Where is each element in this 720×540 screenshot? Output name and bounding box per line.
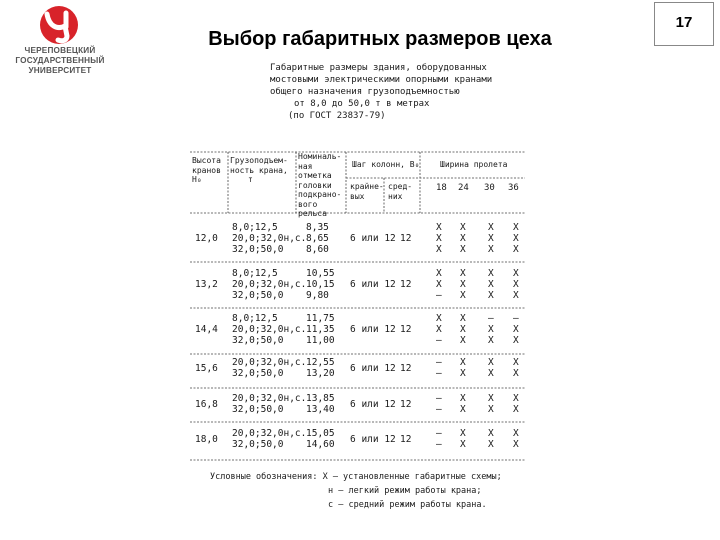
- row-capacity: 32,0;50,0: [232, 404, 284, 415]
- span-mark: X: [513, 222, 519, 233]
- span-mark: X: [488, 268, 494, 279]
- span-mark: X: [513, 290, 519, 301]
- span-mark: X: [488, 244, 494, 255]
- legend: Условные обозначения: X — установленные габаритные схемы; н — легкий режим работы крана; с — средний режим работы крана.: [210, 472, 502, 510]
- row-capacity: 8,0;12,5: [232, 222, 278, 233]
- row-column-step-middle: 12: [400, 362, 412, 374]
- row-column-step-middle: 12: [400, 233, 412, 244]
- span-mark: —: [436, 428, 442, 439]
- span-mark: X: [488, 279, 494, 290]
- row-column-step: 6 или 12: [350, 324, 396, 335]
- row-rail-level: 14,60: [306, 439, 335, 450]
- caption-line: мостовыми электрическими опорными кранами: [270, 75, 493, 85]
- span-mark: X: [488, 335, 494, 346]
- row-rail-level: 8,60: [306, 244, 329, 255]
- row-capacity: 20,0;32,0н,с.: [232, 324, 307, 335]
- row-capacity: 20,0;32,0н,с.: [232, 233, 307, 244]
- span-mark: X: [513, 393, 519, 404]
- span-mark: X: [488, 222, 494, 233]
- span-mark: —: [488, 313, 494, 324]
- span-mark: X: [460, 357, 466, 368]
- span-mark: —: [436, 404, 442, 415]
- span-mark: X: [513, 268, 519, 279]
- row-capacity: 32,0;50,0: [232, 439, 284, 450]
- span-mark: X: [436, 244, 442, 255]
- row-rail-level: 8,65: [306, 233, 329, 244]
- row-rail-level: 13,85: [306, 393, 335, 404]
- header-capacity: Грузоподъем- ность крана, т: [230, 156, 288, 184]
- span-mark: —: [436, 357, 442, 368]
- row-capacity: 20,0;32,0н,с.: [232, 393, 307, 404]
- row-column-step-middle: 12: [400, 324, 412, 335]
- span-mark: X: [460, 313, 466, 324]
- row-rail-level: 13,40: [306, 404, 335, 415]
- span-mark: X: [513, 233, 519, 244]
- row-capacity: 32,0;50,0: [232, 290, 284, 301]
- span-mark: X: [460, 279, 466, 290]
- row-rail-level: 11,75: [306, 313, 335, 324]
- span-mark: X: [488, 404, 494, 415]
- span-mark: X: [488, 393, 494, 404]
- row-rail-level: 13,20: [306, 368, 335, 379]
- row-capacity: 20,0;32,0н,с.: [232, 428, 307, 439]
- caption-line: от 8,0 до 50,0 т в метрах: [294, 99, 430, 109]
- row-column-step-middle: 12: [400, 433, 412, 445]
- row-capacity: 32,0;50,0: [232, 244, 284, 255]
- span-mark: X: [460, 439, 466, 450]
- page-number: 17: [654, 2, 714, 46]
- span-mark: X: [513, 335, 519, 346]
- logo-line: УНИВЕРСИТЕТ: [28, 66, 92, 75]
- span-mark: X: [488, 357, 494, 368]
- row-column-step: 6 или 12: [350, 233, 396, 244]
- row-rail-level: 11,35: [306, 324, 335, 335]
- row-height: 13,2: [195, 279, 218, 290]
- row-rail-level: 8,35: [306, 222, 329, 233]
- row-capacity: 32,0;50,0: [232, 368, 284, 379]
- span-mark: X: [436, 279, 442, 290]
- span-mark: X: [488, 233, 494, 244]
- row-capacity: 20,0;32,0н,с.: [232, 357, 307, 368]
- row-column-step: 6 или 12: [350, 279, 396, 290]
- row-column-step-middle: 12: [400, 279, 412, 290]
- header-span-18: 18: [436, 183, 447, 193]
- row-capacity: 8,0;12,5: [232, 313, 278, 324]
- span-mark: —: [436, 335, 442, 346]
- span-mark: X: [460, 368, 466, 379]
- logo-line: ГОСУДАРСТВЕННЫЙ: [15, 56, 105, 65]
- row-rail-level: 9,80: [306, 290, 329, 301]
- row-capacity: 8,0;12,5: [232, 268, 278, 279]
- span-mark: X: [488, 428, 494, 439]
- span-mark: X: [513, 428, 519, 439]
- span-mark: X: [513, 439, 519, 450]
- span-mark: X: [436, 313, 442, 324]
- row-rail-level: 10,55: [306, 268, 335, 279]
- row-rail-level: 10,15: [306, 279, 335, 290]
- row-height: 16,8: [195, 398, 218, 410]
- logo-line: ЧЕРЕПОВЕЦКИЙ: [24, 46, 96, 55]
- span-mark: X: [488, 324, 494, 335]
- row-column-step: 6 или 12: [350, 398, 396, 410]
- row-column-step: 6 или 12: [350, 362, 396, 374]
- span-mark: X: [460, 404, 466, 415]
- header-step-edge: крайне- вых: [350, 182, 384, 201]
- span-mark: X: [488, 368, 494, 379]
- caption-line: (по ГОСТ 23837-79): [288, 111, 386, 121]
- span-mark: X: [513, 404, 519, 415]
- row-height: 12,0: [195, 233, 218, 244]
- span-mark: X: [488, 439, 494, 450]
- span-mark: X: [488, 290, 494, 301]
- span-mark: X: [513, 324, 519, 335]
- span-mark: X: [460, 290, 466, 301]
- header-span-width: Ширина пролета: [440, 160, 508, 169]
- span-mark: X: [513, 357, 519, 368]
- header-span-36: 36: [508, 183, 519, 193]
- row-height: 15,6: [195, 362, 218, 374]
- span-mark: —: [436, 439, 442, 450]
- row-height: 18,0: [195, 433, 218, 445]
- header-height: Высота кранов Н₀: [192, 156, 221, 184]
- span-mark: X: [460, 233, 466, 244]
- span-mark: X: [460, 428, 466, 439]
- span-mark: X: [436, 222, 442, 233]
- row-rail-level: 12,55: [306, 357, 335, 368]
- span-mark: X: [513, 279, 519, 290]
- header-column-step: Шаг колонн, В₀: [352, 160, 420, 169]
- span-mark: X: [436, 268, 442, 279]
- span-mark: X: [460, 268, 466, 279]
- caption-line: общего назначения грузоподъемностью: [270, 87, 460, 97]
- span-mark: X: [460, 393, 466, 404]
- slide-title: Выбор габаритных размеров цеха: [208, 28, 552, 50]
- span-mark: —: [513, 313, 519, 324]
- header-span-30: 30: [484, 183, 495, 193]
- caption-line: Габаритные размеры здания, оборудованных: [270, 63, 487, 73]
- span-mark: X: [460, 324, 466, 335]
- header-span-24: 24: [458, 183, 469, 193]
- header-rail-level: Номиналь- ная отметка головки подкрано- вого рельса: [298, 152, 342, 218]
- row-capacity: 32,0;50,0: [232, 335, 284, 346]
- span-mark: X: [460, 335, 466, 346]
- row-column-step: 6 или 12: [350, 433, 396, 445]
- span-mark: —: [436, 393, 442, 404]
- span-mark: X: [460, 244, 466, 255]
- span-mark: X: [460, 222, 466, 233]
- span-mark: —: [436, 290, 442, 301]
- row-height: 14,4: [195, 324, 218, 335]
- span-mark: X: [513, 368, 519, 379]
- span-mark: X: [513, 244, 519, 255]
- span-mark: X: [436, 324, 442, 335]
- span-mark: —: [436, 368, 442, 379]
- header-step-middle: сред- них: [388, 182, 413, 201]
- row-rail-level: 11,00: [306, 335, 335, 346]
- row-capacity: 20,0;32,0н,с.: [232, 279, 307, 290]
- row-rail-level: 15,05: [306, 428, 335, 439]
- row-column-step-middle: 12: [400, 398, 412, 410]
- span-mark: X: [436, 233, 442, 244]
